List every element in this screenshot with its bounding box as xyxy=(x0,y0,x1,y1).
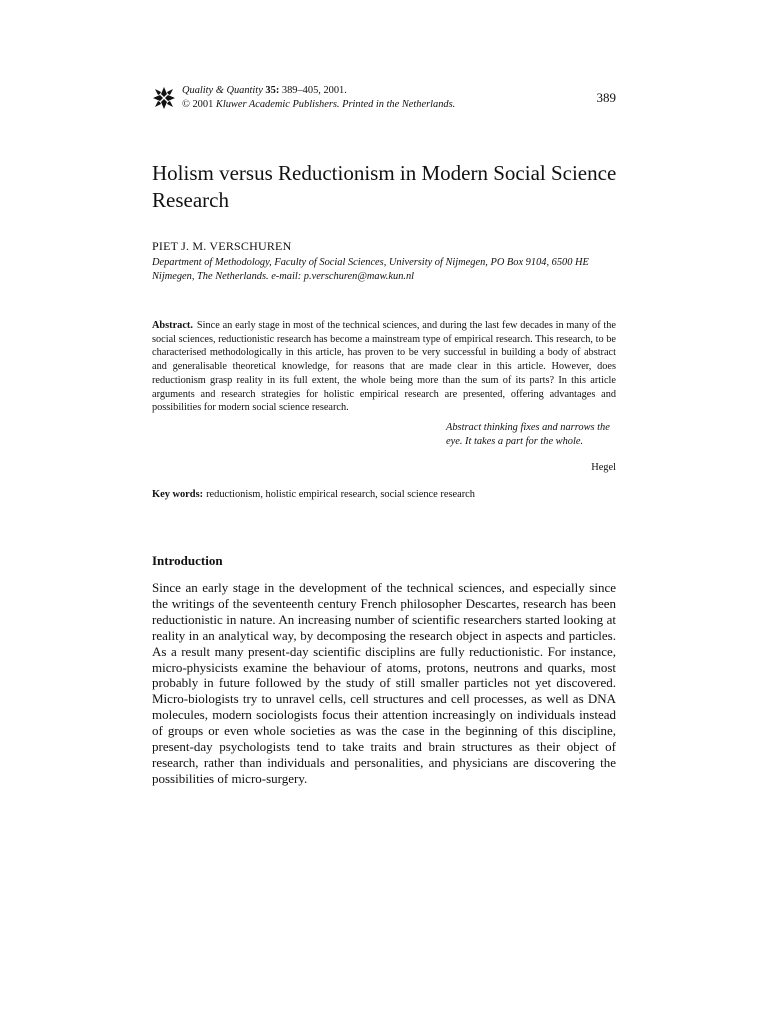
keywords-text: reductionism, holistic empirical research, social science research xyxy=(206,489,475,500)
author-name: PIET J. M. VERSCHUREN xyxy=(152,239,292,253)
epigraph-quote: Abstract thinking fixes and narrows the eye. It takes a part for the whole. xyxy=(446,422,610,447)
page-header xyxy=(152,84,616,116)
copyright-line xyxy=(182,98,455,112)
publisher-line: Kluwer Academic Publishers. Printed in the Netherlands. xyxy=(215,98,456,110)
journal-name: Quality & Quantity xyxy=(182,85,263,96)
journal-citation xyxy=(182,84,455,111)
introduction-paragraph: Since an early stage in the development of the technical sciences, and especially since the writings of the seventeenth century French philosopher Descartes, research has been reductionistic in nature. An increasing number of scientific researchers started looking at reality in an analytical way, by decomposing the research object in aspects and particles. As a result many present-day scientific disciplins are fully reductionistic. For instance, micro-physicists examine the behaviour of atoms, protons, neutrons and quarks, most probably in future followed by the study of still smaller particles not yet discovered. Micro-biologists try to unravel cells, cell structures and cell processes, as well as DNA molecules, modern sociologists focus their attention increasingly on individuals instead of groups or even whole societies as was the case in the beginning of this discipline, present-day psychologists tend to take traits and brain structures as their object of research, rather than individuals and personalities, and physicians are discovering the possibilities of micro-surgery. xyxy=(152,580,616,786)
section-heading: Introduction xyxy=(152,553,223,568)
journal-pages-year: 389–405, 2001. xyxy=(281,85,347,96)
kluwer-logo-icon xyxy=(152,86,176,110)
abstract-text: Since an early stage in most of the technical sciences, and during the last few decades in many of the social sciences, reductionistic research has become a mainstream type of empirical research. This research, to be characterised methodologically in this article, has proven to be very successful in building a body of abstract and generalisable theoretical knowledge, for reasons that are made clear in this article. However, does reductionism grasp reality in its full extent, the whole being more than the sum of its parts? In this article arguments and research strategies for holistic empirical research are presented, offering advantages and possibilities for modern social science research. xyxy=(152,320,616,414)
author-affiliation: Department of Methodology, Faculty of Social Sciences, University of Nijmegen, PO Box 9104, 6500 HE Nijmegen, The Netherlands. e-mail: p.verschuren@maw.kun.nl xyxy=(152,257,589,282)
page-number: 389 xyxy=(596,90,616,105)
article-title: Holism versus Reductionism in Modern Social Science Research xyxy=(152,161,617,212)
copyright-year: © 2001 xyxy=(182,98,214,110)
keywords xyxy=(152,489,475,500)
keywords-label: Key words: xyxy=(152,489,204,500)
abstract-label: Abstract. xyxy=(152,320,193,331)
abstract xyxy=(152,319,616,415)
epigraph-author: Hegel xyxy=(591,462,616,473)
citation-line xyxy=(182,84,455,98)
journal-volume: 35: xyxy=(265,85,280,96)
